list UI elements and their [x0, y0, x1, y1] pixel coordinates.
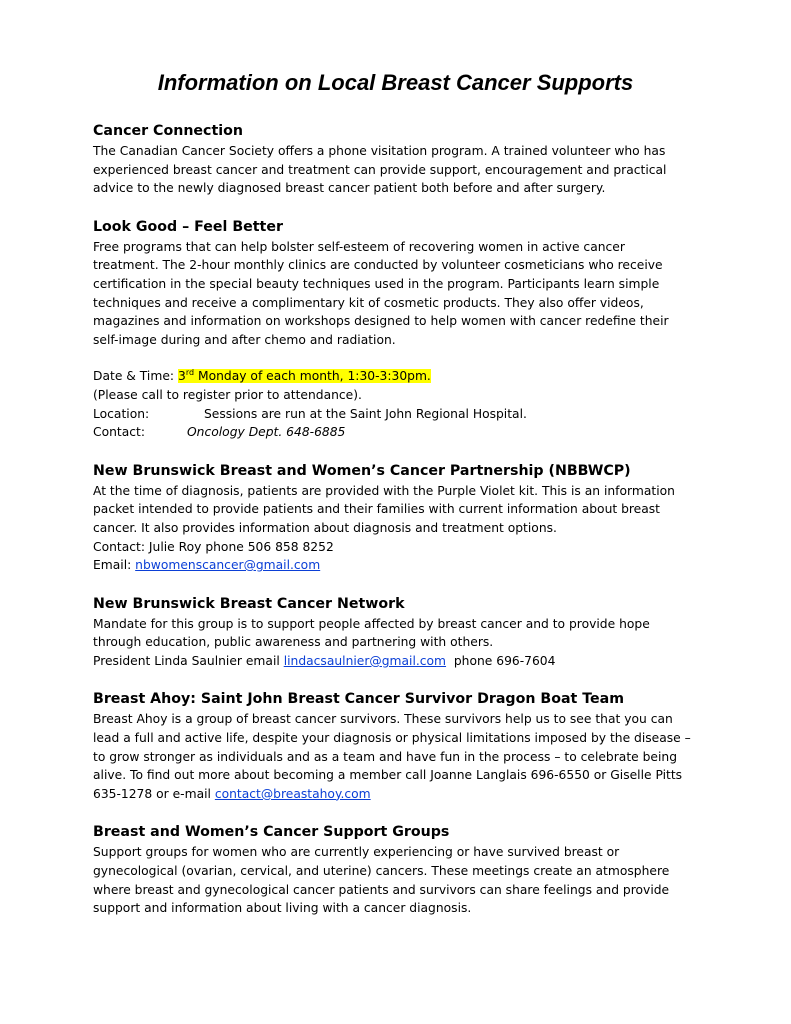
paragraph-line: lead a full and active life, despite your diagnosis or physical limitations imposed by the disease –	[93, 731, 691, 746]
paragraph-line: self-image during and after chemo and radiation.	[93, 332, 396, 347]
spacer	[93, 803, 713, 821]
email-row	[93, 556, 713, 575]
paragraph-line: packet intended to provide patients and their families with current information about breast	[93, 502, 661, 517]
paragraph-line: alive. To find out more about becoming a member call Joanne Langlais 696-6550 or Giselle Pitts	[93, 768, 683, 783]
date-time-value	[178, 369, 431, 383]
paragraph-line: through education, public awareness and partnering with others.	[93, 635, 494, 650]
spacer	[93, 670, 713, 688]
date-rest: Monday of each month, 1:30-3:30pm.	[194, 369, 431, 384]
paragraph-line: Contact: Julie Roy phone 506 858 8252	[93, 539, 334, 554]
paragraph-line: magazines and information on workshops designed to help women with cancer redefine their	[93, 314, 669, 329]
email-link-nbwomenscancer[interactable]: nbwomenscancer@gmail.com	[135, 558, 321, 573]
paragraph-line: gynecological (ovarian, cervical, and uterine) cancers. These meetings create an atmosphere	[93, 864, 670, 879]
paragraph-line: techniques and receive a complimentary kit of cosmetic products. They also offer videos,	[93, 295, 644, 310]
section-heading: New Brunswick Breast and Women’s Cancer Partnership (NBBWCP)	[93, 462, 631, 479]
paragraph-line: At the time of diagnosis, patients are provided with the Purple Violet kit. This is an information	[93, 483, 675, 498]
paragraph-line: The Canadian Cancer Society offers a phone visitation program. A trained volunteer who has	[93, 144, 666, 158]
section-nbbwcp	[93, 460, 713, 575]
section-heading: Look Good – Feel Better	[93, 218, 283, 235]
phone-text: 635-1278 or e-mail	[93, 786, 215, 801]
paragraph-line: experienced breast cancer and treatment can provide support, encouragement and practical	[93, 162, 667, 177]
spacer	[93, 198, 713, 216]
paragraph-line: treatment. The 2-hour monthly clinics are conducted by volunteer cosmeticians who receive	[93, 258, 663, 273]
spacer	[93, 349, 713, 367]
president-row	[93, 652, 713, 671]
contact-value: Oncology Dept. 648-6885	[187, 425, 346, 440]
section-look-good	[93, 216, 713, 442]
section-heading: Breast Ahoy: Saint John Breast Cancer Survivor Dragon Boat Team	[93, 691, 625, 708]
spacer	[93, 575, 713, 593]
section-support-groups	[93, 821, 713, 917]
location-row	[93, 405, 713, 424]
email-link-lindacsaulnier[interactable]: lindacsaulnier@gmail.com	[283, 653, 447, 668]
register-note: (Please call to register prior to attendance).	[93, 387, 362, 402]
email-row	[93, 785, 713, 804]
paragraph-line: Mandate for this group is to support people affected by breast cancer and to provide hope	[93, 616, 650, 631]
section-heading: New Brunswick Breast Cancer Network	[93, 595, 405, 612]
contact-row	[93, 423, 713, 442]
email-label: Email:	[93, 558, 136, 573]
document-body	[93, 120, 713, 918]
paragraph-line: Support groups for women who are currently experiencing or have survived breast or	[93, 845, 620, 860]
paragraph-line: support and information about living with a cancer diagnosis.	[93, 901, 472, 916]
paragraph-line: to grow stronger as individuals and as a team and have fun in the process – to celebrate being	[93, 749, 678, 764]
president-text: President Linda Saulnier email	[93, 653, 284, 668]
section-heading: Breast and Women’s Cancer Support Groups	[93, 824, 450, 841]
date-ordinal: rd	[185, 368, 195, 378]
date-time-label: Date & Time:	[93, 369, 175, 384]
paragraph-line: Free programs that can help bolster self-esteem of recovering women in active cancer	[93, 239, 625, 254]
section-cancer-connection	[93, 120, 713, 198]
paragraph-line: cancer. It also provides information about diagnosis and treatment options.	[93, 520, 557, 535]
date-time-row	[93, 367, 713, 386]
contact-label: Contact:	[93, 425, 145, 440]
paragraph-line: certification in the special beauty techniques used in the program. Participants learn simple	[93, 276, 660, 291]
phone-text: phone 696-7604	[446, 653, 556, 668]
section-breast-ahoy	[93, 688, 713, 803]
location-value: Sessions are run at the Saint John Regional Hospital.	[204, 406, 527, 421]
date-day: 3	[178, 369, 186, 384]
section-heading: Cancer Connection	[93, 123, 243, 139]
spacer	[93, 442, 713, 460]
paragraph-line: Breast Ahoy is a group of breast cancer survivors. These survivors help us to see that you can	[93, 712, 673, 727]
paragraph-line: advice to the newly diagnosed breast cancer patient both before and after surgery.	[93, 181, 606, 196]
document-title: Information on Local Breast Cancer Supports	[157, 70, 634, 95]
paragraph-line: where breast and gynecological cancer patients and survivors can share feelings and provide	[93, 882, 670, 897]
location-label: Location:	[93, 406, 150, 421]
email-link-breastahoy[interactable]: contact@breastahoy.com	[214, 786, 371, 801]
section-nbbcn	[93, 593, 713, 671]
